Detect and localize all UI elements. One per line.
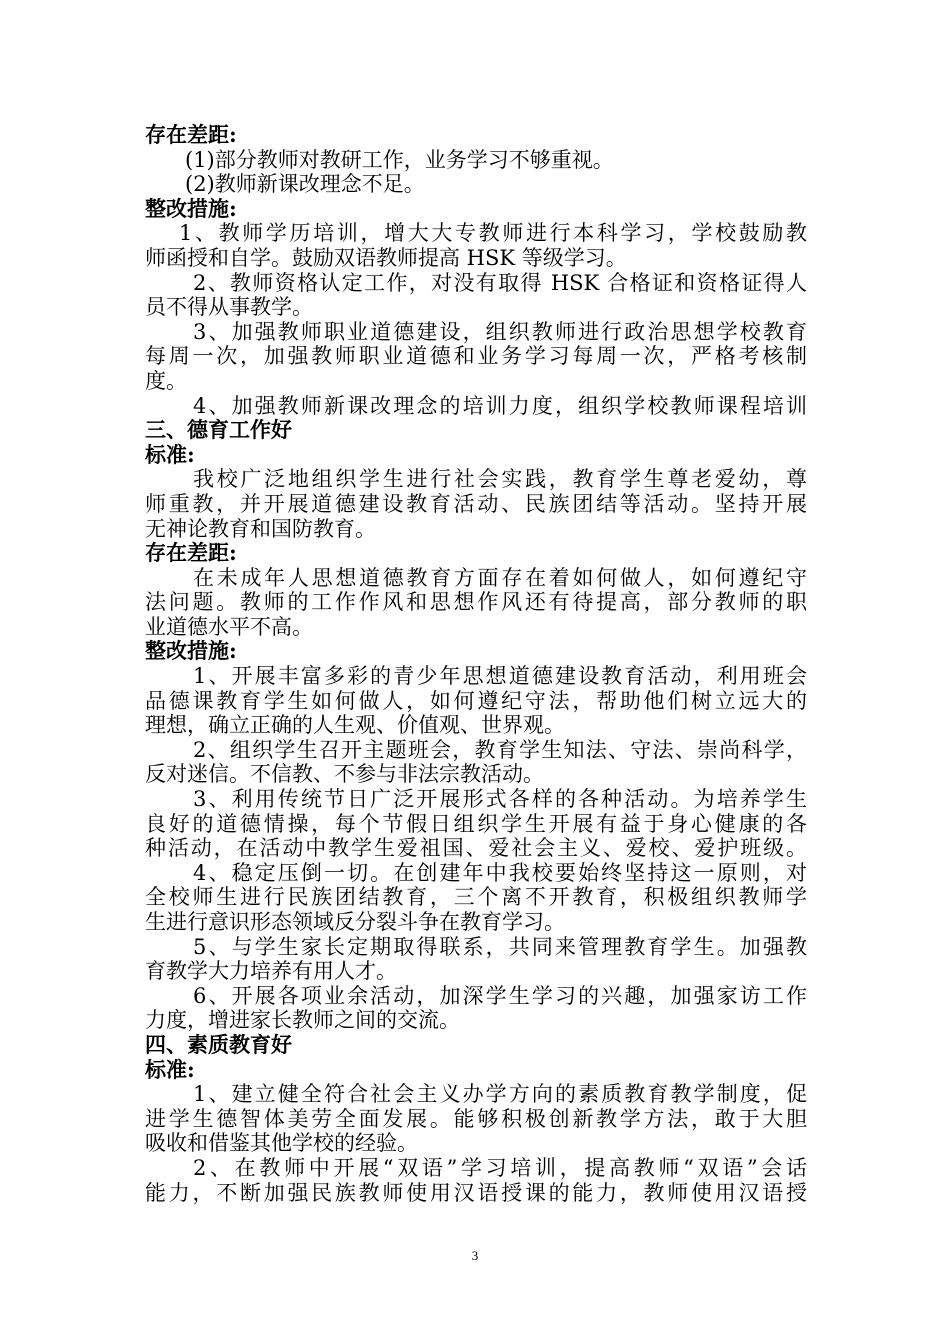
text-line: 吸收和借鉴其他学校的经验。	[145, 1131, 418, 1156]
text-line: 6、开展各项业余活动，加深学生学习的兴趣，加强家访工作	[193, 983, 807, 1008]
heading-gap: 存在差距:	[145, 122, 237, 147]
text-line: 3、利用传统节日广泛开展形式各样的各种活动。为培养学生	[193, 787, 807, 812]
text-line: 1、教师学历培训，增大大专教师进行本科学习，学校鼓励教	[179, 221, 807, 246]
text-line: 每周一次，加强教师职业道德和业务学习每周一次，严格考核制	[145, 344, 807, 369]
text-line: 1、建立健全符合社会主义办学方向的素质教育教学制度，促	[193, 1082, 807, 1107]
text-line: 力度，增进家长教师之间的交流。	[145, 1008, 460, 1033]
text-line: (2)教师新课改理念不足。	[185, 172, 425, 197]
text-line: 1、开展丰富多彩的青少年思想道德建设教育活动，利用班会	[193, 664, 807, 689]
text-line: 良好的道德情操，每个节假日组织学生开展有益于身心健康的各	[145, 811, 807, 836]
text-line: 进学生德智体美劳全面发展。能够积极创新教学方法，敢于大胆	[145, 1106, 807, 1131]
text-line: 能力，不断加强民族教师使用汉语授课的能力，教师使用汉语授	[145, 1180, 807, 1205]
text-line: 全校师生进行民族团结教育，三个离不开教育，积极组织教师学	[145, 885, 807, 910]
text-line: 业道德水平不高。	[145, 614, 313, 639]
text-line: 2、组织学生召开主题班会，教育学生知法、守法、崇尚科学，	[193, 737, 807, 762]
text-line: 师函授和自学。鼓励双语教师提高 HSK 等级学习。	[145, 245, 627, 270]
text-line: 2、教师资格认定工作，对没有取得 HSK 合格证和资格证得人	[193, 270, 807, 295]
text-line: 反对迷信。不信教、不参与非法宗教活动。	[145, 762, 544, 787]
text-line: 我校广泛地组织学生进行社会实践，教育学生尊老爱幼，尊	[193, 467, 807, 492]
document-body	[145, 123, 807, 1205]
text-line: 理想，确立正确的人生观、价值观、世界观。	[145, 713, 565, 738]
text-line: 师重教，并开展道德建设教育活动、民族团结等活动。坚持开展	[145, 491, 807, 516]
text-line: 育教学大力培养有用人才。	[145, 959, 397, 984]
heading-standard: 标准:	[145, 441, 195, 467]
heading-gap: 存在差距:	[145, 540, 237, 566]
text-line: (1)部分教师对教研工作，业务学习不够重视。	[185, 147, 614, 172]
text-line: 2、在教师中开展“双语”学习培训，提高教师“双语”会话	[193, 1155, 807, 1180]
text-line: 4、加强教师新课改理念的培训力度，组织学校教师课程培训	[193, 393, 807, 418]
section-heading-moral-education: 三、德育工作好	[145, 417, 292, 443]
text-line: 5、与学生家长定期取得联系，共同来管理教育学生。加强教	[193, 934, 807, 959]
heading-measures: 整改措施:	[145, 638, 237, 664]
text-line: 在未成年人思想道德教育方面存在着如何做人，如何遵纪守	[193, 565, 807, 590]
text-line: 种活动，在活动中教学生爱祖国、爱社会主义、爱校、爱护班级。	[145, 836, 807, 861]
text-line: 度。	[145, 368, 187, 393]
text-line: 无神论教育和国防教育。	[145, 516, 376, 541]
text-line: 员不得从事教学。	[145, 295, 313, 320]
text-line: 3、加强教师职业道德建设，组织教师进行政治思想学校教育	[193, 319, 807, 344]
text-line: 品德课教育学生如何做人，如何遵纪守法，帮助他们树立远大的	[145, 688, 807, 713]
text-line: 生进行意识形态领域反分裂斗争在教育学习。	[145, 910, 565, 934]
text-line: 4、稳定压倒一切。在创建年中我校要始终坚持这一原则，对	[193, 860, 807, 885]
heading-standard: 标准:	[145, 1056, 195, 1082]
text-line: 法问题。教师的工作作风和思想作风还有待提高，部分教师的职	[145, 590, 807, 615]
heading-measures: 整改措施:	[145, 195, 237, 221]
section-heading-quality-education: 四、素质教育好	[145, 1031, 292, 1057]
page-number: 3	[471, 1248, 479, 1263]
